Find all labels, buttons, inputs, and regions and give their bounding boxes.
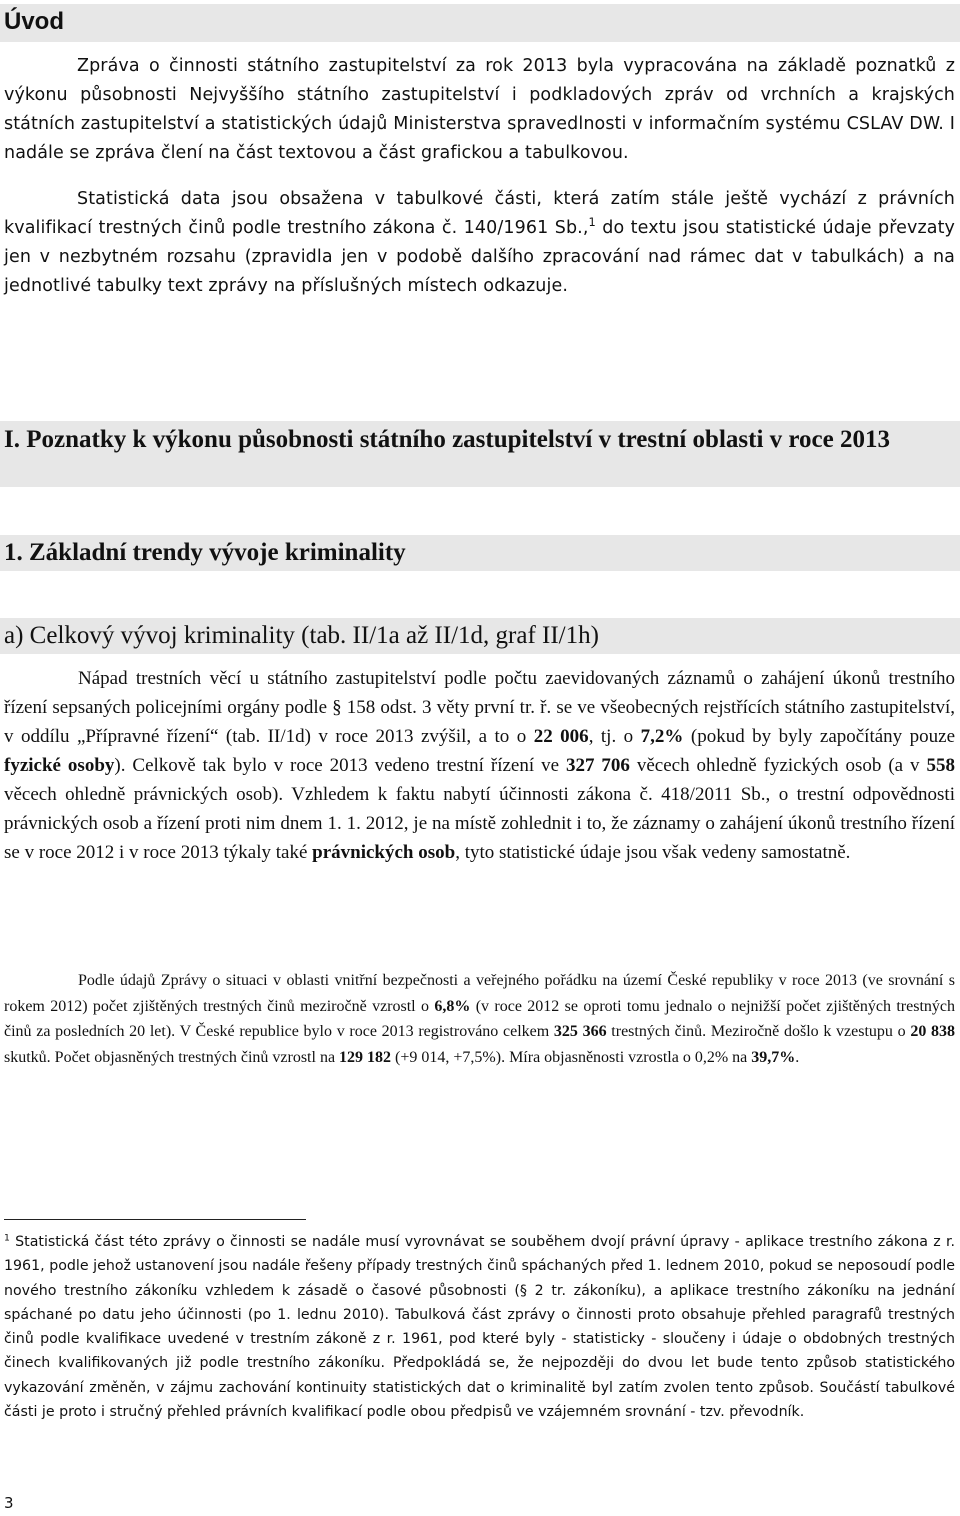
text: Nápad trestních věcí u státního zastupitelství podle počtu zaevidovaných záznamů o zahájení úkonů trestního řízení sepsaných policejními orgány podle § 158 odst. 3 věty první tr. ř. se ve všeobecných rejstřících státního zastupitelství, v oddílu „Přípravné řízení“ (tab. II/1d) v roce 2013 zvýšil, a to o (4, 668, 955, 747)
text: , tyto statistické údaje jsou však vedeny samostatně. (455, 842, 851, 863)
value-bold: 22 006 (533, 726, 589, 747)
text: . (795, 1048, 800, 1066)
footnote-text: Statistická část této zprávy o činnosti se nadále musí vyrovnávat se souběhem dvojí právní úpravy - aplikace trestního zákona z r. 1961, podle jehož ustanovení jsou nadále řešeny případy trestných činů spáchaných před 1. lednem 2010, pokud se neposoudí podle nového trestního zákoníku vzhledem k zásadě o časové působnosti (§ 2 tr. zákoníku), a aplikace trestního zákoníku na jednání spáchané po datu jeho účinnosti (po 1. lednu 2010). Tabulková část zprávy o činnosti proto obsahuje přehled paragrafů trestných činů podle kvalifikace uvedené v trestním zákoně z r. 1961, pod které byly - statisticky - sloučeny i údaje o obdobných trestných činech kvalifikovaných již podle trestního zákoníku. Předpokládá se, že nejpozději do dvou let bude tento způsob statistického vykazování změněn, v zájmu zachování kontinuity statistických dat o kriminalitě byl zatím zvolen tento způsob. Součástí tabulkové části je proto i stručný přehled právních kvalifikací podle obou předpisů ve vzájemném srovnání - tzv. převodník. (4, 1234, 955, 1421)
value-bold: 558 (926, 755, 956, 776)
intro-p2-text-a: Statistická data jsou obsažena v tabulkové části, která zatím stále ještě vychází z právních kvalifikací trestných činů podle trestního zákona č. 140/1961 Sb., (4, 189, 955, 238)
intro-paragraph-1: Zpráva o činnosti státního zastupitelství za rok 2013 byla vypracována na základě poznatků z výkonu působnosti Nejvyššího státního zastupitelství i podkladových zpráv od vrchních a krajských státních zastupitelství a statistických údajů Ministerstva spravedlnosti v informačním systému CSLAV DW. I nadále se zpráva člení na část textovou a část grafickou a tabulkovou. (4, 56, 955, 163)
heading-section-I: I. Poznatky k výkonu působnosti státního zastupitelství v trestní oblasti v roce 2013 (0, 421, 960, 487)
page-number: 3 (4, 1494, 14, 1512)
text: Podle údajů Zprávy o situaci v oblasti vnitřní bezpečnosti a veřejného pořádku na území České republiky v roce 2013 (ve srovnání s rokem 2012) počet zjištěných trestných činů meziročně vzrostl o (4, 972, 955, 1015)
value-bold: 327 706 (565, 755, 630, 776)
value-bold: 39,7% (751, 1048, 796, 1066)
text: věcech ohledně fyzických osob (a v (629, 755, 927, 776)
section-a-paragraph (4, 664, 955, 867)
text: ). Celkově tak bylo v roce 2013 vedeno trestní řízení ve (114, 755, 566, 776)
intro-paragraph-2 (4, 185, 955, 301)
heading-section-a: a) Celkový vývoj kriminality (tab. II/1a až II/1d, graf II/1h) (0, 618, 960, 654)
value-bold: 129 182 (339, 1048, 392, 1066)
footnote-paragraph (4, 1230, 955, 1424)
text: skutků. Počet objasněných trestných činů vzrostl na (4, 1048, 340, 1066)
value-bold: fyzické osoby (4, 755, 115, 776)
intro-section (4, 52, 955, 301)
text: , tj. o (588, 726, 641, 747)
intro-p2-text-b: do textu jsou statistické údaje převzaty jen v nezbytném rozsahu (zpravidla jen v podobě dalšího zpracování nad rámec dat v tabulkách) a na jednotlivé tabulky text zprávy na příslušných místech odkazuje. (4, 218, 955, 296)
footnote-separator (4, 1219, 306, 1220)
value-bold: 20 838 (910, 1023, 956, 1040)
heading-uvod: Úvod (0, 4, 960, 42)
value-bold: právnických osob (312, 842, 456, 863)
footnote-marker: 1 (4, 1232, 10, 1244)
text: (+9 014, +7,5%). Míra objasněnosti vzrostla o 0,2% na (391, 1048, 752, 1066)
footnote-ref-1[interactable]: 1 (588, 215, 596, 230)
heading-section-1: 1. Základní trendy vývoje kriminality (0, 535, 960, 571)
section-a-body (4, 664, 955, 867)
value-bold: 6,8% (434, 997, 471, 1015)
value-bold: 7,2% (640, 726, 684, 747)
text: (pokud by byly započítány pouze (683, 726, 956, 747)
text: (v roce 2012 se oproti tomu jednalo o nejnižší počet zjištěných trestných činů za posledních 20 let). V České republice bylo v roce 2013 registrováno celkem (4, 997, 955, 1040)
section-b-body (4, 968, 955, 1070)
text: věcech ohledně právnických osob). Vzhledem k faktu nabytí účinnosti zákona č. 418/2011 Sb., o trestní odpovědnosti právnických osob a řízení proti nim dnem 1. 1. 2012, je na místě zohlednit i to, že záznamy o zahájení úkonů trestního řízení se v roce 2012 i v roce 2013 týkaly také (4, 784, 955, 863)
value-bold: 325 366 (553, 1023, 607, 1040)
text: trestných činů. Meziročně došlo k vzestupu o (606, 1023, 911, 1040)
footnote-1 (4, 1230, 955, 1424)
section-b-paragraph (4, 968, 955, 1070)
